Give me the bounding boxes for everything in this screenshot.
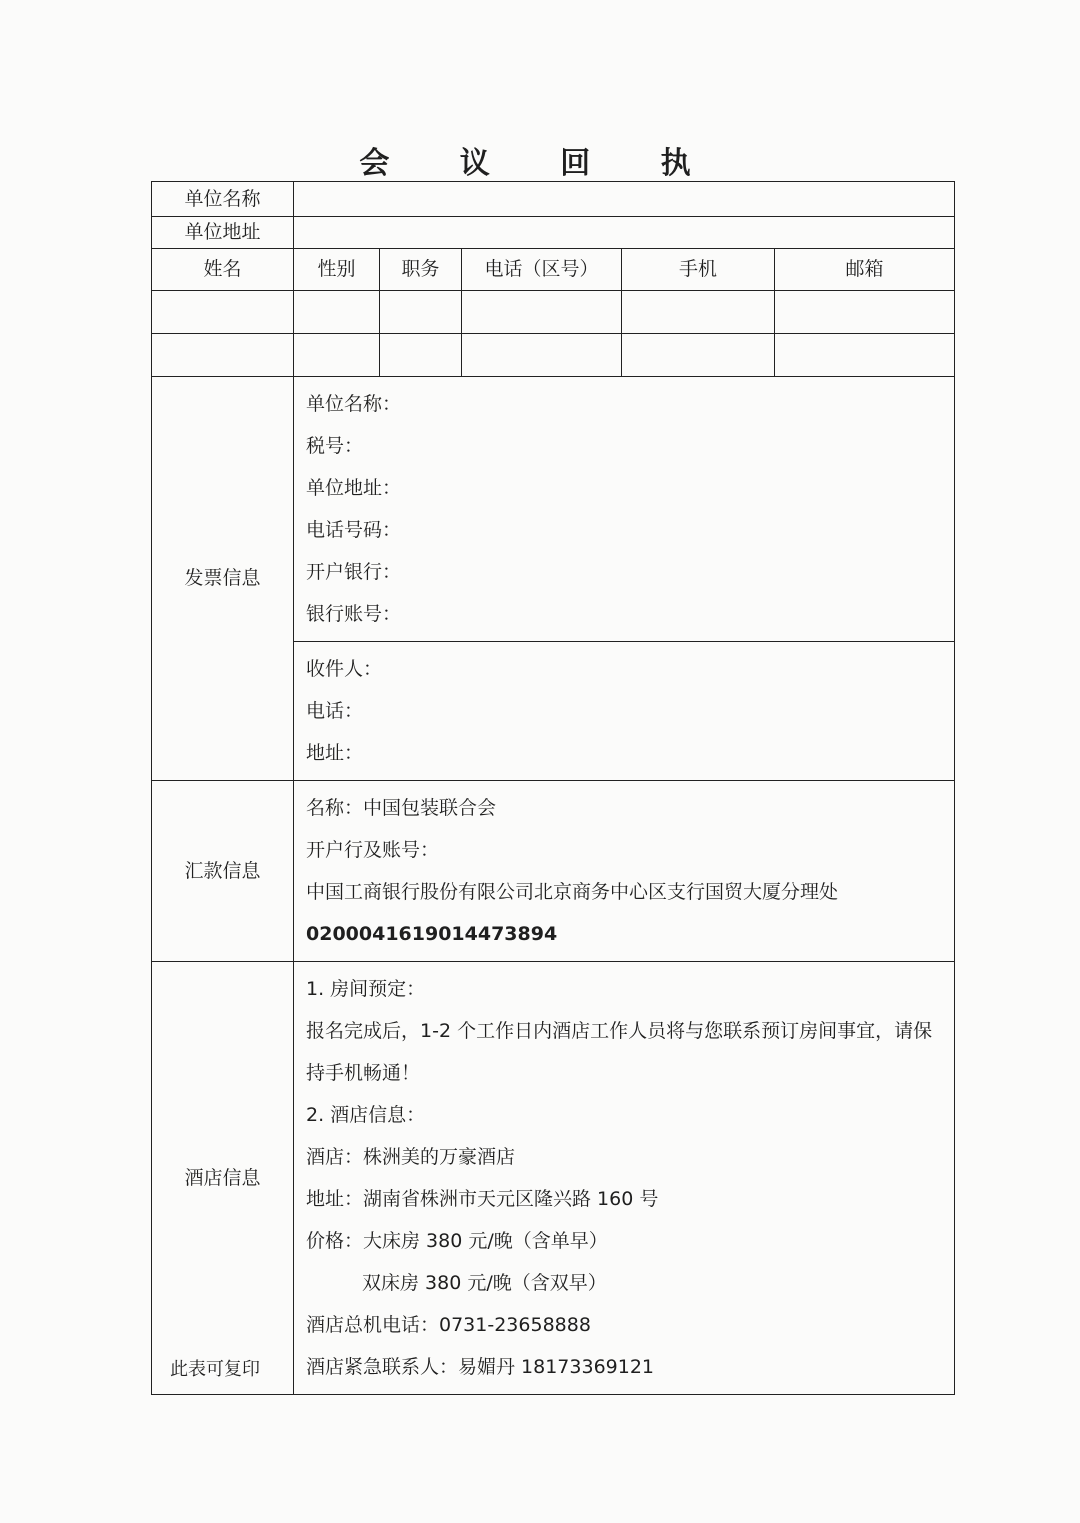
invoice-field: 开户银行： (306, 561, 402, 583)
table-row (152, 334, 955, 377)
col-header-position: 职务 (380, 249, 462, 291)
hotel-price: 双床房 380 元/晚（含双早） (362, 1272, 607, 1294)
position-cell[interactable] (380, 291, 462, 334)
col-header-email: 邮箱 (775, 249, 955, 291)
mobile-cell[interactable] (622, 334, 775, 377)
mail-field: 收件人： (306, 658, 383, 680)
col-header-phone: 电话（区号） (462, 249, 622, 291)
mobile-cell[interactable] (622, 291, 775, 334)
invoice-field: 单位地址： (306, 477, 402, 499)
col-header-mobile: 手机 (622, 249, 775, 291)
email-cell[interactable] (775, 334, 955, 377)
hotel-contact: 酒店紧急联系人：易媚丹 18173369121 (306, 1356, 655, 1378)
col-header-name: 姓名 (152, 249, 294, 291)
hotel-item1-text: 报名完成后，1-2 个工作日内酒店工作人员将与您联系预订房间事宜，请保 (306, 1020, 933, 1042)
name-cell[interactable] (152, 291, 294, 334)
page-title: 会 议 回 执 (359, 146, 721, 181)
gender-cell[interactable] (294, 291, 380, 334)
remit-label: 汇款信息 (152, 781, 294, 962)
footnote: 此表可复印 (170, 1359, 260, 1380)
position-cell[interactable] (380, 334, 462, 377)
hotel-item1-text: 持手机畅通！ (306, 1062, 421, 1084)
invoice-fields[interactable] (294, 377, 955, 642)
hotel-phone: 酒店总机电话：0731-23658888 (306, 1314, 591, 1336)
gender-cell[interactable] (294, 334, 380, 377)
hotel-info (294, 962, 955, 1395)
org-name-label: 单位名称 (152, 182, 294, 217)
hotel-name: 酒店：株洲美的万豪酒店 (306, 1146, 516, 1168)
hotel-item2-title: 2. 酒店信息： (306, 1104, 426, 1126)
mail-field: 地址： (306, 742, 364, 764)
remit-name: 名称：中国包装联合会 (306, 797, 497, 819)
remit-bank-name: 中国工商银行股份有限公司北京商务中心区支行国贸大厦分理处 (306, 881, 839, 903)
invoice-field: 银行账号： (306, 603, 402, 625)
mail-field: 电话： (306, 700, 364, 722)
col-header-gender: 性别 (294, 249, 380, 291)
receipt-form (151, 181, 955, 1395)
hotel-item1-title: 1. 房间预定： (306, 978, 426, 1000)
mail-fields[interactable] (294, 642, 955, 781)
phone-cell[interactable] (462, 334, 622, 377)
name-cell[interactable] (152, 334, 294, 377)
phone-cell[interactable] (462, 291, 622, 334)
invoice-field: 电话号码： (306, 519, 402, 541)
org-address-label: 单位地址 (152, 217, 294, 249)
remit-info (294, 781, 955, 962)
invoice-label: 发票信息 (152, 377, 294, 781)
hotel-price: 价格：大床房 380 元/晚（含单早） (306, 1230, 608, 1252)
org-name-field[interactable] (294, 182, 955, 217)
hotel-label: 酒店信息 (152, 962, 294, 1395)
remit-bank-label: 开户行及账号： (306, 839, 440, 861)
org-address-field[interactable] (294, 217, 955, 249)
invoice-field: 单位名称： (306, 393, 402, 415)
email-cell[interactable] (775, 291, 955, 334)
table-row (152, 291, 955, 334)
invoice-field: 税号： (306, 435, 364, 457)
remit-account: 0200041619014473894 (306, 923, 558, 945)
hotel-address: 地址：湖南省株洲市天元区隆兴路 160 号 (306, 1188, 659, 1210)
